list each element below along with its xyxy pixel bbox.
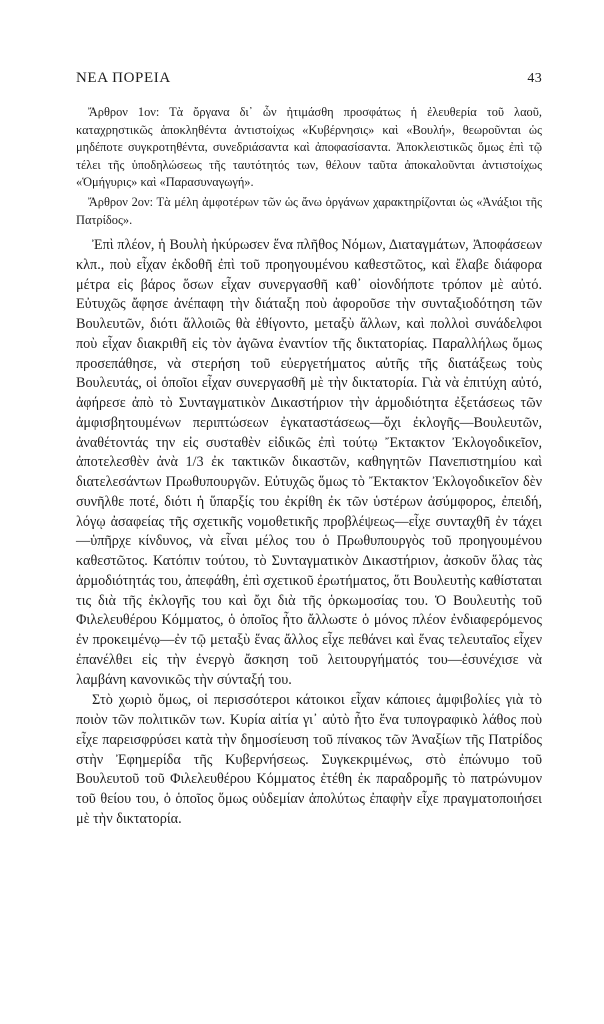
article-2: Ἄρθρον 2ον: Τὰ μέλη ἀμφοτέρων τῶν ὡς ἄνω ὀργάνων χαρακτηρίζονται ὡς «Ἀνάξιοι τῆς Πατρίδος». (76, 194, 542, 227)
page-number: 43 (527, 71, 542, 86)
article-1: Ἄρθρον 1ον: Τὰ ὄργανα δι᾽ ὧν ἠτιμάσθη προσφάτως ἡ ἐλευθερία τοῦ λαοῦ, καταχρηστικῶς ἀποκληθέντα ἀντιστοίχως «Κυβέρνησις» καὶ «Βουλή», θεωροῦνται ὡς μηδέποτε συγκροτηθέντα, συνεδριάσαντα καὶ ἀποφασίσαντα. Ἀποκλειστικῶς ὅμως ἐπὶ τῷ τέλει τῆς ὑποδηλώσεως τῆς ταυτότητός των, θέλουν ταῦτα ἀποκαλοῦνται ἀντιστοίχως «Ὁμήγυρις» καὶ «Παρασυναγωγή». (76, 105, 542, 190)
body-paragraph-1: Ἐπὶ πλέον, ἡ Βουλὴ ἠκύρωσεν ἕνα πλῆθος Νόμων, Διαταγμάτων, Ἀποφάσεων κλπ., ποὺ εἶχαν ἐκδοθῆ ἐπὶ τοῦ προηγουμένου καθεστῶτος, καὶ ἔλαβε διάφορα μέτρα εἰς βάρος ὅσων εἶχαν συνεργασθῆ καθ᾽ οἱονδήποτε τρόπον μὲ αὐτό. Εὐτυχῶς ἄφησε ἀνέπαφη τὴν διάταξη ποὺ ἀφοροῦσε τὴν συνταξιοδότηση τῶν Βουλευτῶν, διότι ἄλλοιῶς θὰ ἐθίγοντο, μεταξὺ ἄλλων, καὶ πολλοὶ συνάδελφοι ποὺ εἶχαν διακριθῆ εἰς τὸν ἀγῶνα ἐναντίον τῆς δικτατορίας. Παραλλήλως ὅμως προσεπάθησε, νὰ στερήση τοῦ εὐεργετήματος αὐτῆς τῆς διατάξεως τοὺς Βουλευτάς, οἱ ὁποῖοι εἶχαν συνεργασθῆ μὲ τὴν δικτατορία. Γιὰ νὰ ἐπιτύχη αὐτό, ἀφήρεσε ἀπὸ τὸ Συνταγματικὸν Δικαστήριον τὴν ἁρμοδιότητα ἐξετάσεως τῶν ἀμφισβητουμένων περιπτώσεων ἐγκαταστάσεως—ὄχι ἐκλογῆς—Βουλευτῶν, ἀναθέτοντάς την εἰς συσταθὲν εἰδικῶς ἐπὶ τούτῳ Ἔκτακτον Ἐκλογοδικεῖον, ἀποτελεσθὲν ἀνὰ 1/3 ἐκ τακτικῶν δικαστῶν, καθηγητῶν Πανεπιστημίου καὶ διατελεσάντων Πρωθυπουργῶν. Εὐτυχῶς ὅμως τὸ Ἔκτακτον Ἐκλογοδικεῖον δὲν συνῆλθε ποτέ, διότι ἡ ὕπαρξίς του ἐκρίθη ἐκ τῶν ὑστέρων ἀσύμφορος, ἐπειδή, λόγῳ ἀσαφείας τῆς σχετικῆς νομοθετικῆς προβλέψεως—εἶχε συνταχθῆ ἐν τάχει—ὑπῆρχε κίνδυνος, νὰ εἶναι μέλος του ὁ Πρωθυπουργὸς τοῦ προηγουμένου καθεστῶτος. Κατόπιν τούτου, τὸ Συνταγματικὸν Δικαστήριον, ἀσκοῦν ὅλας τὰς ἁρμοδιότητάς του, ἀπεφάθη, ἐπὶ σχετικοῦ ἐρωτήματος, ὅτι Βουλευτὴς καθίσταται τις διὰ τῆς ἐκλογῆς του καὶ ὄχι διὰ τῆς ὁρκωμοσίας του. Ὁ Βουλευτὴς τοῦ Φιλελευθέρου Κόμματος, ὁ ὁποῖος ἦτο ἄλλωστε ὁ μόνος πλέον ἐνδιαφερόμενος ἐν προκειμένῳ—ἐν τῷ μεταξὺ ἕνας ἄλλος εἶχε πεθάνει καὶ ἕνας τελευταῖος εἶχεν ἐπανέλθει εἰς τὴν ἐνεργὸ ἄσκηση τοῦ λειτουργήματός του—ἐσυνέχισε νὰ λαμβάνη κανονικῶς τὴν σύνταξή του. (76, 237, 542, 688)
body-paragraph-2: Στὸ χωριὸ ὅμως, οἱ περισσότεροι κάτοικοι εἶχαν κάποιες ἀμφιβολίες γιὰ τὸ ποιὸν τῶν πολιτικῶν των. Κυρία αἰτία γι᾽ αὐτὸ ἦτο ἕνα τυπογραφικὸ λάθος ποὺ εἶχε παρεισφρύσει κατὰ τὴν δημοσίευση τοῦ πίνακος τῶν Ἀναξίων τῆς Πατρίδος στὴν Ἐφημερίδα τῆς Κυβερνήσεως. Συγκεκριμένως, στὸ ἐπώνυμο τοῦ Βουλευτοῦ τοῦ Φιλελευθέρου Κόμματος ἐτέθη ἐκ παραδρομῆς τὸ πατρώνυμον τοῦ θείου του, ὁ ὁποῖος ὅμως οὐδεμίαν ἀπολύτως ἐπαφὴν εἶχε πραγματοποιήσει μὲ τὴν δικτατορία. (76, 692, 542, 827)
quoted-articles-block (76, 104, 542, 229)
running-header (76, 70, 542, 90)
main-text (76, 236, 542, 830)
journal-title: ΝΕΑ ΠΟΡΕΙΑ (76, 70, 171, 86)
